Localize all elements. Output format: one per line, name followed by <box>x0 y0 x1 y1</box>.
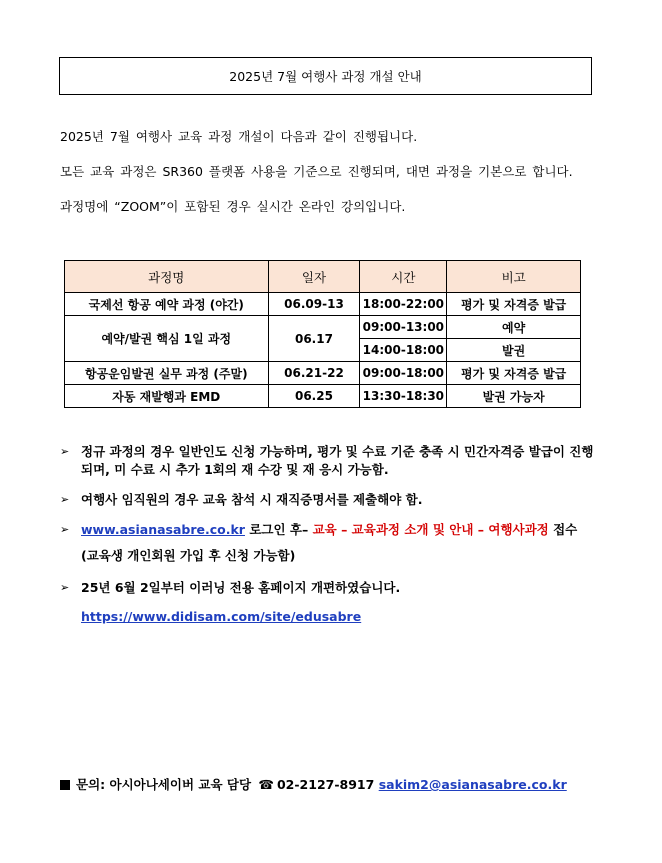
note-text: 접수 <box>548 522 578 537</box>
contact-label: 문의: 아시아나세이버 교육 담당 <box>76 777 252 792</box>
note-item <box>60 443 600 479</box>
intro-section <box>60 128 600 233</box>
note-item <box>60 491 600 509</box>
phone-icon: ☎ <box>258 777 274 792</box>
arrow-bullet-icon: ➢ <box>60 523 70 536</box>
square-bullet-icon <box>60 780 70 790</box>
table-row <box>65 316 581 339</box>
date-cell: 06.17 <box>268 316 360 362</box>
elearning-link[interactable]: https://www.didisam.com/site/edusabre <box>81 609 362 624</box>
menu-path-text: 교육 – 교육과정 소개 및 안내 – 여행사과정 <box>312 522 549 537</box>
time-cell: 13:30-18:30 <box>360 385 447 408</box>
note-text: 로그인 후– <box>244 522 313 537</box>
note-item <box>60 521 600 539</box>
table-row <box>65 385 581 408</box>
note-subtext: (교육생 개인회원 가입 후 신청 가능함) <box>81 548 296 563</box>
page-title <box>59 57 592 95</box>
header-note: 비고 <box>447 261 581 293</box>
header-course: 과정명 <box>65 261 269 293</box>
page-title-text: 2025년 7월 여행사 과정 개설 안내 <box>229 69 422 84</box>
course-cell: 항공운임발권 실무 과정 (주말) <box>65 362 269 385</box>
table-row <box>65 293 581 316</box>
note-cell: 평가 및 자격증 발급 <box>447 293 581 316</box>
course-cell: 자동 재발행과 EMD <box>65 385 269 408</box>
header-time: 시간 <box>360 261 447 293</box>
note-cell: 발권 가능자 <box>447 385 581 408</box>
arrow-bullet-icon: ➢ <box>60 445 70 458</box>
asianasabre-link[interactable]: www.asianasabre.co.kr <box>81 522 245 537</box>
note-cell: 평가 및 자격증 발급 <box>447 362 581 385</box>
note-text: 25년 6월 2일부터 이러닝 전용 홈페이지 개편하였습니다. <box>81 580 401 595</box>
contact-footer <box>60 775 567 793</box>
date-cell: 06.25 <box>268 385 360 408</box>
note-text: 여행사 임직원의 경우 교육 참석 시 재직증명서를 제출해야 함. <box>81 492 423 507</box>
arrow-bullet-icon: ➢ <box>60 581 70 594</box>
time-cell: 14:00-18:00 <box>360 339 447 362</box>
table-header-row <box>65 261 581 293</box>
table-row <box>65 362 581 385</box>
note-cell: 예약 <box>447 316 581 339</box>
notes-section <box>60 443 600 638</box>
date-cell: 06.21-22 <box>268 362 360 385</box>
course-cell: 국제선 항공 예약 과정 (야간) <box>65 293 269 316</box>
intro-line-1: 2025년 7월 여행사 교육 과정 개설이 다음과 같이 진행됩니다. <box>60 129 418 144</box>
time-cell: 18:00-22:00 <box>360 293 447 316</box>
time-cell: 09:00-13:00 <box>360 316 447 339</box>
note-text: 정규 과정의 경우 일반인도 신청 가능하며, 평가 및 수료 기준 충족 시 민간자격증 발급이 진행되며, 미 수료 시 추가 1회의 재 수강 및 재 응시 가능함. <box>81 444 594 477</box>
contact-email-link[interactable]: sakim2@asianasabre.co.kr <box>378 777 567 792</box>
arrow-bullet-icon: ➢ <box>60 493 70 506</box>
schedule-table <box>64 260 581 408</box>
time-cell: 09:00-18:00 <box>360 362 447 385</box>
date-cell: 06.09-13 <box>268 293 360 316</box>
header-date: 일자 <box>268 261 360 293</box>
intro-line-3: 과정명에 “ZOOM”이 포함된 경우 실시간 온라인 강의입니다. <box>60 199 406 214</box>
course-cell: 예약/발권 핵심 1일 과정 <box>65 316 269 362</box>
note-cell: 발권 <box>447 339 581 362</box>
contact-phone: 02-2127-8917 <box>276 777 375 792</box>
intro-line-2: 모든 교육 과정은 SR360 플랫폼 사용을 기준으로 진행되며, 대면 과정을 기본으로 합니다. <box>60 164 573 179</box>
note-item <box>60 579 600 626</box>
